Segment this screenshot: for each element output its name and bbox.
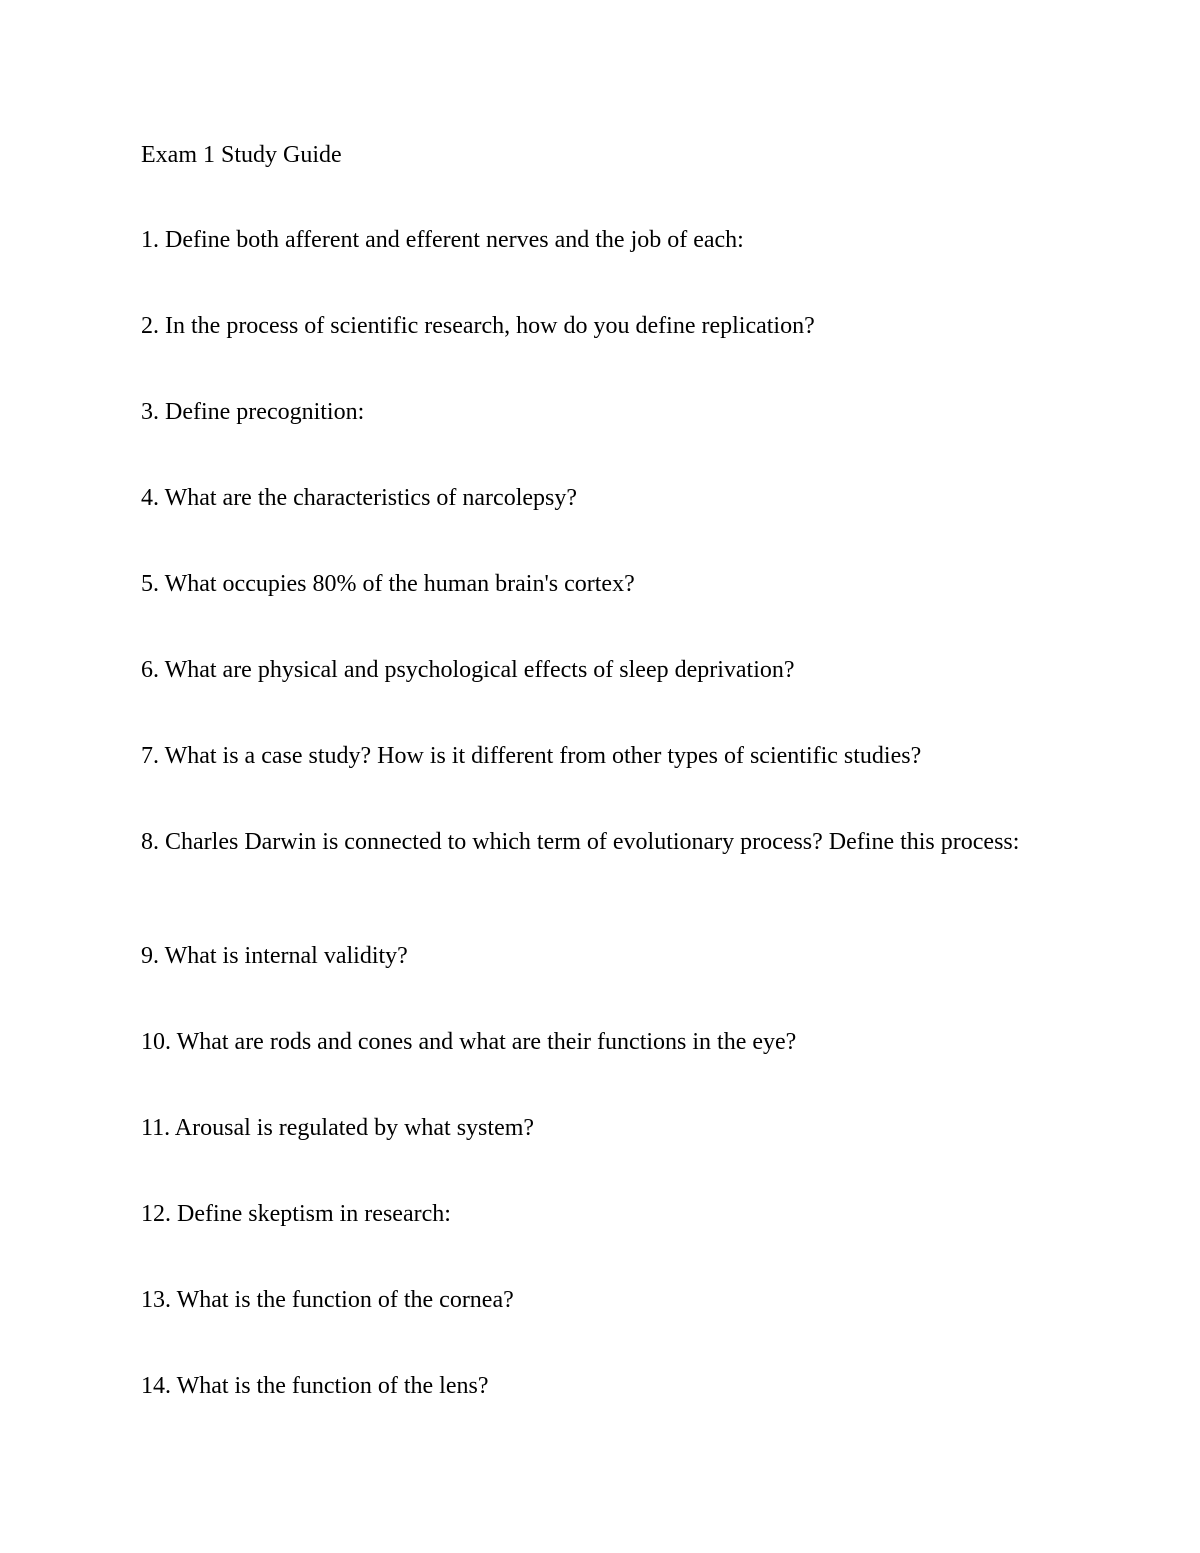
question-5: 5. What occupies 80% of the human brain's cortex?: [141, 571, 635, 597]
question-9: 9. What is internal validity?: [141, 943, 408, 969]
question-6: 6. What are physical and psychological effects of sleep deprivation?: [141, 657, 795, 683]
question-13: 13. What is the function of the cornea?: [141, 1287, 514, 1313]
question-12: 12. Define skeptism in research:: [141, 1201, 451, 1227]
page-title: Exam 1 Study Guide: [141, 142, 342, 168]
question-11: 11. Arousal is regulated by what system?: [141, 1115, 535, 1141]
question-3: 3. Define precognition:: [141, 399, 365, 425]
question-7: 7. What is a case study? How is it different from other types of scientific studies?: [141, 743, 922, 769]
question-14: 14. What is the function of the lens?: [141, 1373, 489, 1399]
question-4: 4. What are the characteristics of narcolepsy?: [141, 485, 578, 511]
question-2: 2. In the process of scientific research, how do you define replication?: [141, 313, 815, 339]
question-1: 1. Define both afferent and efferent nerves and the job of each:: [141, 227, 744, 253]
question-8: 8. Charles Darwin is connected to which term of evolutionary process? Define this process:: [141, 829, 1020, 855]
question-10: 10. What are rods and cones and what are their functions in the eye?: [141, 1029, 797, 1055]
